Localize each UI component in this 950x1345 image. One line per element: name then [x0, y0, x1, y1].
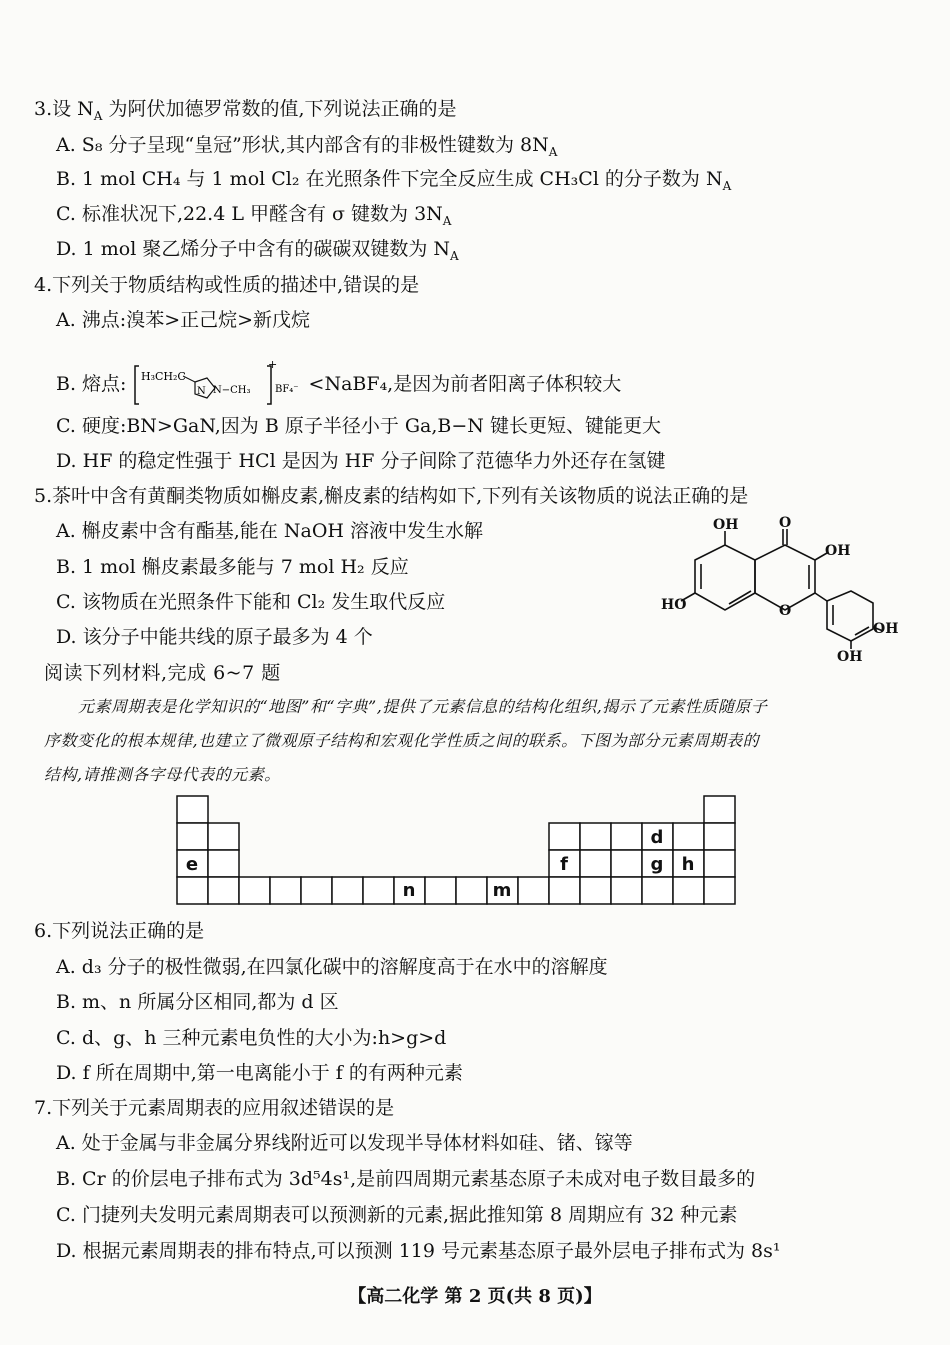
q6-option-c: C. d、g、h 三种元素电负性的大小为:h>g>d — [56, 1027, 447, 1049]
q3-option-c: C. 标准状况下,22.4 L 甲醛含有 σ 键数为 $3N_A$ — [56, 203, 452, 228]
material-line-2: 序数变化的根本规律,也建立了微观原子结构和宏观化学性质之间的联系。下图为部分元素周期表的 — [44, 731, 760, 750]
q6-option-b: B. m、n 所属分区相同,都为 d 区 — [56, 991, 339, 1013]
q3-option-a: A. S₈ 分子呈现“皇冠”形状,其内部含有的非极性键数为 $8N_A$ — [56, 134, 558, 159]
element-h-label: h — [681, 854, 695, 875]
q4-option-d: D. HF 的稳定性强于 HCl 是因为 HF 分子间除了范德华力外还存在氢键 — [56, 450, 666, 472]
q4-option-c: C. 硬度:BN>GaN,因为 B 原子半径小于 Ga,B−N 键长更短、键能更大 — [56, 415, 661, 437]
q6-option-d: D. f 所在周期中,第一电离能小于 f 的有两种元素 — [56, 1062, 463, 1084]
element-g-label: g — [650, 854, 664, 875]
structure-label-oh-b1: OH — [873, 621, 899, 637]
structure-label-ring-o: O — [779, 603, 792, 619]
q3-option-b: B. 1 mol CH₄ 与 1 mol Cl₂ 在光照条件下完全反应生成 CH₃Cl 的分子数为 $N_A$ — [56, 168, 732, 193]
ionic-liquid-formula — [133, 360, 303, 410]
q3-option-d: D. 1 mol 聚乙烯分子中含有的碳碳双键数为 $N_A$ — [56, 238, 459, 263]
q5-option-c: C. 该物质在光照条件下能和 Cl₂ 发生取代反应 — [56, 591, 446, 613]
quercetin-structure — [655, 515, 899, 665]
q4-stem: 4.下列关于物质结构或性质的描述中,错误的是 — [34, 274, 420, 296]
structure-label-oh-top: OH — [713, 517, 739, 533]
material-intro: 阅读下列材料,完成 6~7 题 — [44, 662, 281, 684]
q4-option-b: B. 熔点: H₃CH₂C N N−CH₃ + BF₄⁻ <NaBF₄,是因为前者阳离子体积较大 — [56, 360, 621, 410]
element-m-label: m — [492, 880, 512, 901]
element-n-label: n — [402, 880, 416, 901]
structure-label-ho-left: HO — [661, 597, 687, 613]
ethyl-group-label: H₃CH₂C — [140, 370, 186, 383]
q5-option-b: B. 1 mol 槲皮素最多能与 7 mol H₂ 反应 — [56, 556, 409, 578]
element-d-label: d — [650, 827, 664, 848]
q7-stem: 7.下列关于元素周期表的应用叙述错误的是 — [34, 1097, 395, 1119]
q5-option-d: D. 该分子中能共线的原子最多为 4 个 — [56, 626, 373, 648]
ring-nitrogen-methyl: N−CH₃ — [212, 385, 251, 396]
element-e-label: e — [185, 854, 199, 875]
material-line-1: 元素周期表是化学知识的“地图”和“字典”,提供了元素信息的结构化组织,揭示了元素性质随原子 — [78, 697, 768, 716]
q7-option-a: A. 处于金属与非金属分界线附近可以发现半导体材料如硅、锗、镓等 — [56, 1132, 633, 1154]
page-footer: 【高二化学 第 2 页(共 8 页)】 — [348, 1286, 602, 1307]
anion-label: BF₄⁻ — [274, 384, 299, 395]
structure-label-oh-right: OH — [825, 543, 851, 559]
q7-option-b: B. Cr 的价层电子排布式为 3d⁵4s¹,是前四周期元素基态原子未成对电子数目最多的 — [56, 1168, 756, 1190]
element-f-label: f — [560, 854, 568, 875]
q5-stem: 5.茶叶中含有黄酮类物质如槲皮素,槲皮素的结构如下,下列有关该物质的说法正确的是 — [34, 485, 749, 507]
q6-option-a: A. d₃ 分子的极性微弱,在四氯化碳中的溶解度高于在水中的溶解度 — [56, 956, 608, 978]
material-line-3: 结构,请推测各字母代表的元素。 — [44, 765, 281, 784]
q3-stem: 3.设 $N_A$ 为阿伏加德罗常数的值,下列说法正确的是 — [34, 98, 457, 123]
ring-nitrogen-1: N — [196, 386, 206, 397]
structure-label-oh-b2: OH — [837, 649, 863, 665]
q5-option-a: A. 槲皮素中含有酯基,能在 NaOH 溶液中发生水解 — [56, 520, 484, 542]
q6-stem: 6.下列说法正确的是 — [34, 920, 205, 942]
periodic-table-partial — [176, 795, 740, 905]
q7-option-d: D. 根据元素周期表的排布特点,可以预测 119 号元素基态原子最外层电子排布式为 8s¹ — [56, 1240, 781, 1262]
structure-label-carbonyl-o: O — [779, 515, 792, 531]
q4-option-a: A. 沸点:溴苯>正己烷>新戊烷 — [56, 309, 311, 331]
q7-option-c: C. 门捷列夫发明元素周期表可以预测新的元素,据此推知第 8 周期应有 32 种元素 — [56, 1204, 738, 1226]
cation-charge: + — [267, 358, 277, 371]
